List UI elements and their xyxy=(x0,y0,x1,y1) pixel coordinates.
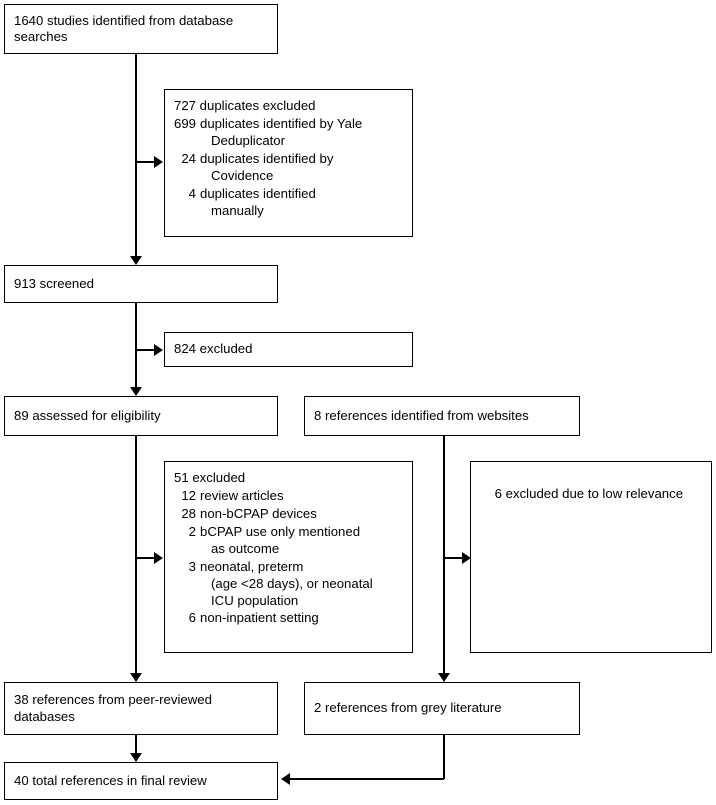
arrow-to-duplicates xyxy=(154,156,163,168)
node-grey-literature-label: 2 references from grey literature xyxy=(314,700,502,716)
arrow-to-excluded-eligibility xyxy=(154,552,163,564)
node-studies-identified xyxy=(4,4,278,54)
list-item xyxy=(174,186,403,220)
node-grey-literature xyxy=(304,682,580,735)
sub-count: 12 xyxy=(181,488,196,504)
node-final-review-label: 40 total references in final review xyxy=(14,772,207,788)
sub-text: bCPAP use only mentioned as outcome xyxy=(200,523,361,556)
sub-text: duplicates identified by Covidence xyxy=(200,150,334,183)
list-item xyxy=(174,559,403,610)
connector-identified-to-screened xyxy=(135,54,137,260)
sub-count: 2 xyxy=(188,523,196,539)
node-peer-reviewed-label: 38 references from peer-reviewed databases xyxy=(14,692,216,724)
sub-text: neonatal, preterm (age <28 days), or neonatal ICU population xyxy=(200,558,373,608)
node-screened xyxy=(4,265,278,303)
node-excluded-eligibility-head: 51 excluded xyxy=(174,470,246,485)
node-websites xyxy=(304,396,580,436)
list-item xyxy=(174,151,403,185)
sub-text: non-inpatient setting xyxy=(200,610,319,626)
excluded-eligibility-sub-list xyxy=(174,488,403,627)
connector-grey-to-final xyxy=(290,778,444,780)
sub-text: non-bCPAP devices xyxy=(200,506,317,522)
arrow-screened-to-eligibility xyxy=(130,387,142,396)
node-low-relevance xyxy=(470,461,712,653)
arrow-eligibility-to-peer-reviewed xyxy=(130,673,142,682)
sub-text: duplicates identified by Yale Deduplicator xyxy=(200,116,363,149)
duplicates-sub-list xyxy=(174,116,403,219)
node-studies-identified-label: 1640 studies identified from database searches xyxy=(14,12,237,44)
node-excluded-eligibility xyxy=(164,461,413,653)
node-eligibility-label: 89 assessed for eligibility xyxy=(14,407,161,423)
list-item xyxy=(174,506,403,523)
node-excluded-screening xyxy=(164,332,413,367)
connector-grey-down xyxy=(443,735,445,779)
node-duplicates-head: 727 duplicates excluded xyxy=(174,98,316,113)
node-final-review xyxy=(4,762,278,800)
node-websites-label: 8 references identified from websites xyxy=(314,407,529,423)
arrow-websites-to-grey xyxy=(438,673,450,682)
sub-count: 699 xyxy=(174,116,197,132)
sub-count: 28 xyxy=(181,506,196,522)
sub-count: 3 xyxy=(188,558,196,574)
connector-screened-to-eligibility xyxy=(135,303,137,391)
list-item xyxy=(174,116,403,150)
sub-text: duplicates identified manually xyxy=(200,185,316,218)
node-screened-label: 913 screened xyxy=(14,275,94,291)
node-excluded-screening-label: 824 excluded xyxy=(174,341,253,357)
list-item xyxy=(174,488,403,505)
arrow-grey-to-final xyxy=(281,773,290,785)
arrow-identified-to-screened xyxy=(130,256,142,265)
node-low-relevance-label: 6 excluded due to low relevance xyxy=(494,485,684,501)
arrow-to-excluded-screen xyxy=(154,344,163,356)
node-eligibility xyxy=(4,396,278,436)
sub-count: 4 xyxy=(188,185,196,201)
list-item xyxy=(174,524,403,558)
sub-text: review articles xyxy=(200,488,284,504)
node-peer-reviewed xyxy=(4,682,278,735)
list-item xyxy=(174,610,403,627)
arrow-peer-reviewed-to-final xyxy=(130,753,142,762)
sub-count: 6 xyxy=(188,610,196,626)
node-duplicates-excluded xyxy=(164,89,413,237)
sub-count: 24 xyxy=(181,150,196,166)
